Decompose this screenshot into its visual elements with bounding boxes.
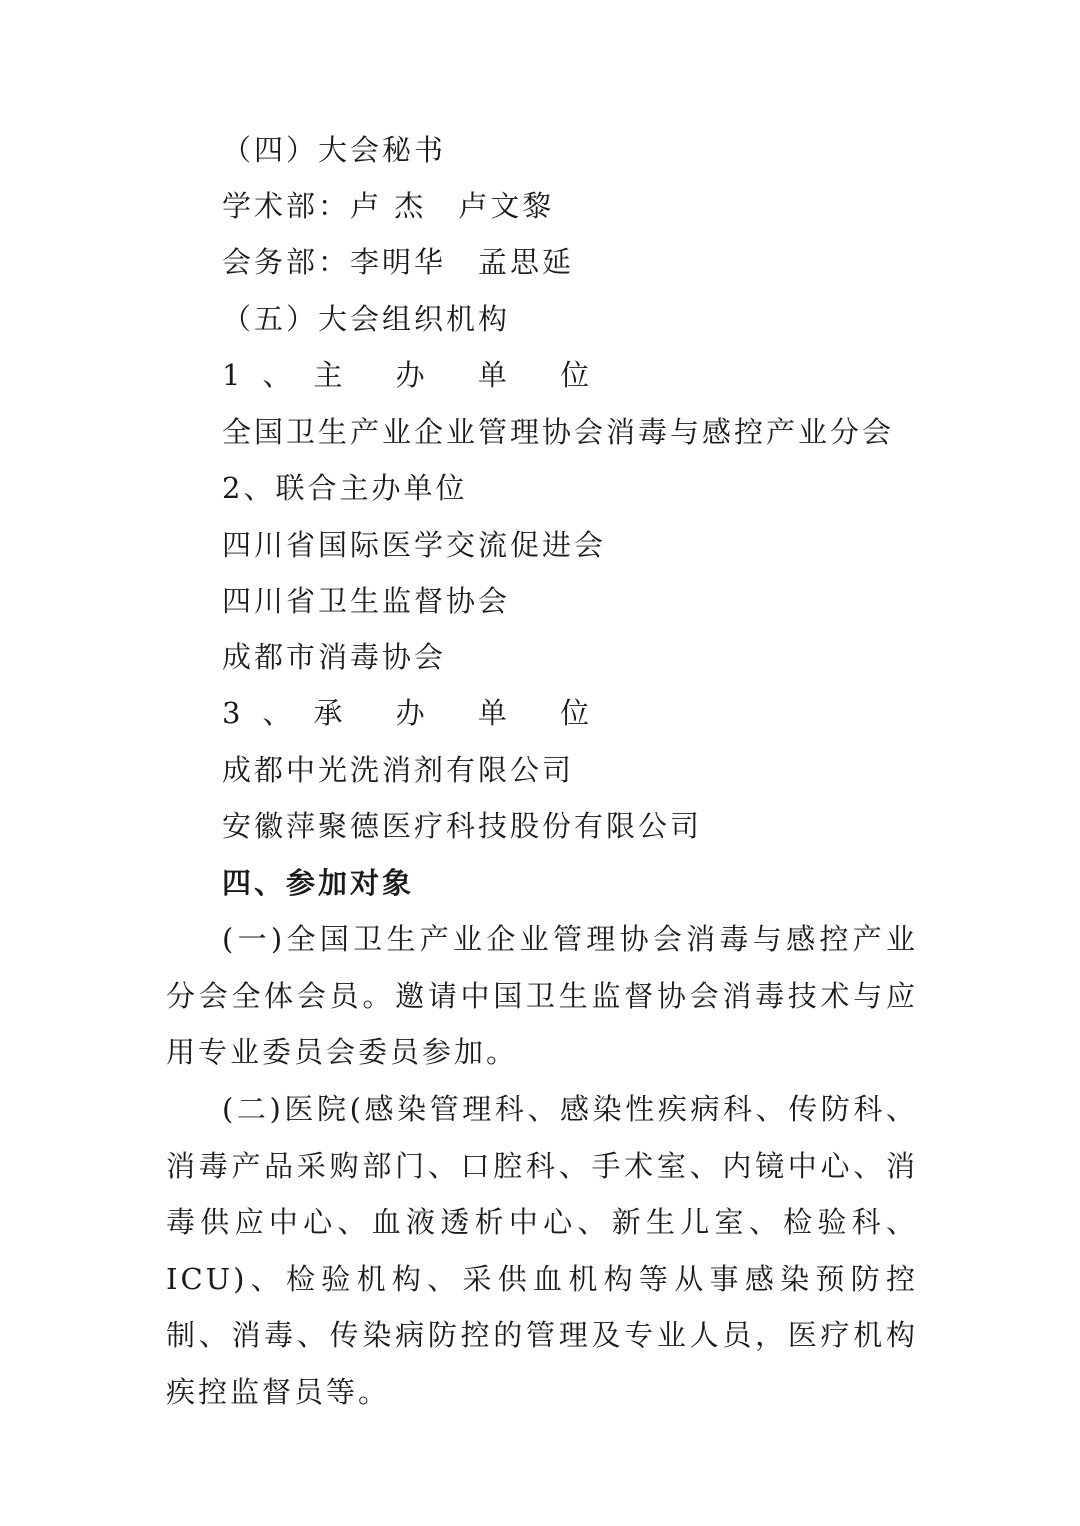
secretary-heading: （四）大会秘书 — [222, 133, 447, 167]
cohost-unit: 四川省国际医学交流促进会 — [222, 528, 607, 562]
organizer-label: 3、承 办 单 位 — [222, 696, 612, 730]
participants-heading: 四、参加对象 — [222, 866, 415, 900]
host-unit: 全国卫生产业企业管理协会消毒与感控产业分会 — [222, 415, 895, 449]
host-label: 1、主 办 单 位 — [222, 358, 612, 392]
cohost-unit: 成都市消毒协会 — [222, 640, 447, 674]
cohost-label: 2、联合主办单位 — [222, 471, 468, 505]
participants-item-1: (一)全国卫生产业企业管理协会消毒与感控产业分会全体会员。邀请中国卫生监督协会消毒技术与应用专业委员会委员参加。 — [166, 922, 918, 1069]
academic-dept-line: 学术部：卢 杰 卢文黎 — [222, 189, 555, 223]
cohost-unit: 四川省卫生监督协会 — [222, 584, 511, 618]
participants-item-2: (二)医院(感染管理科、感染性疾病科、传防科、消毒产品采购部门、口腔科、手术室、内镜中心、消毒供应中心、血液透析中心、新生儿室、检验科、ICU)、检验机构、采供血机构等从事感染预防控制、消毒、传染病防控的管理及专业人员，医疗机构疾控监督员等。 — [166, 1092, 918, 1409]
affairs-dept-line: 会务部：李明华 孟思延 — [222, 245, 575, 279]
organization-heading: （五）大会组织机构 — [222, 302, 511, 336]
organizer-unit: 安徽萍聚德医疗科技股份有限公司 — [222, 809, 703, 843]
organizer-unit: 成都中光洗消剂有限公司 — [222, 753, 575, 787]
